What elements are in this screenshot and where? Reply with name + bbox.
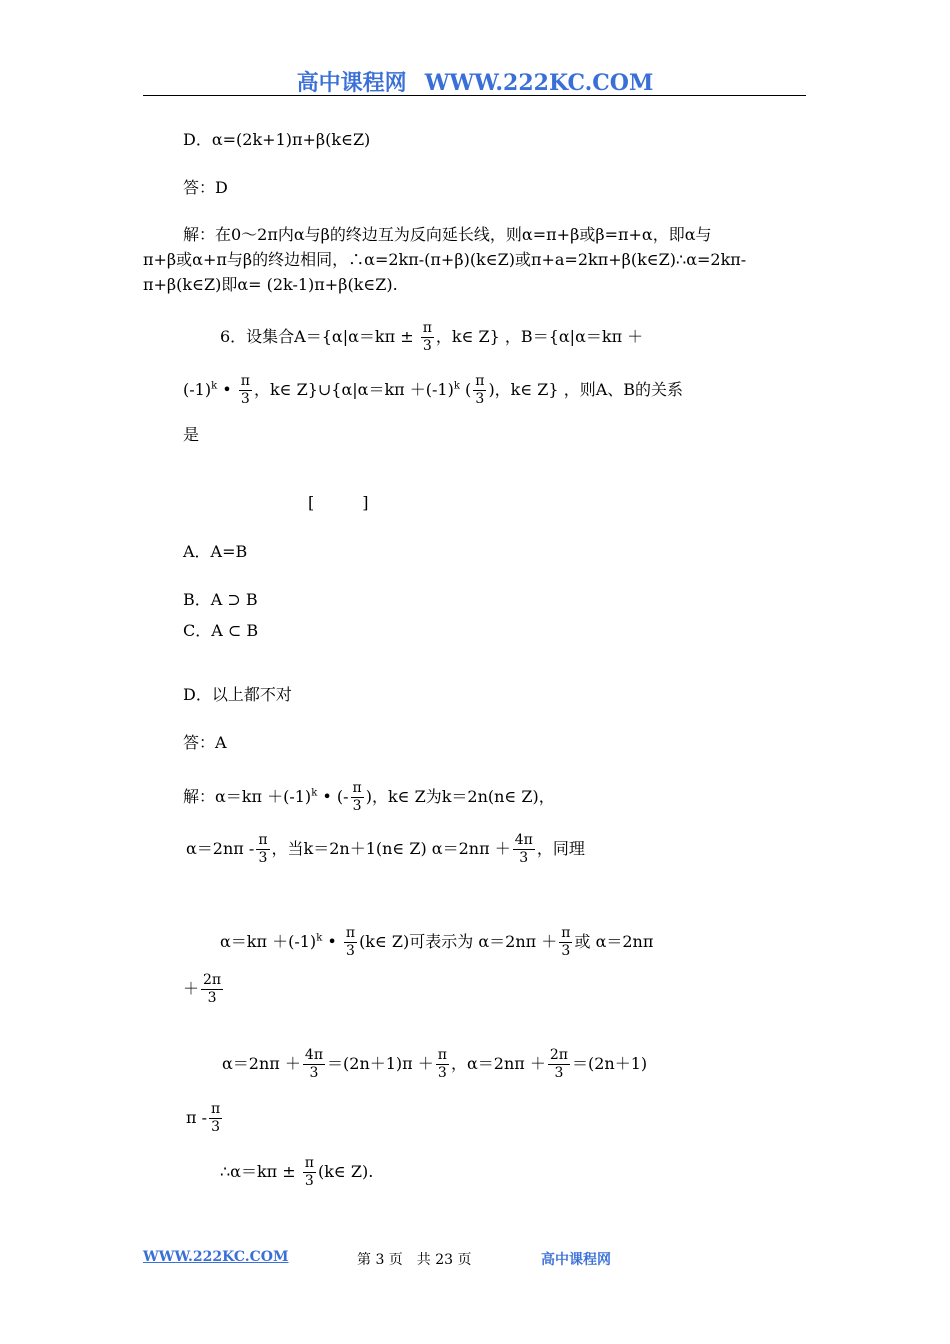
sol-line3: $\alpha=k\pi +(-1)^k$ • $\frac{\pi}{3}$ (k∈ Z)可表示为 α＝2nπ ＋ $\frac{\pi}{3}$ 或 α＝2nπ [220,925,654,959]
footer-url[interactable]: WWW.222KC.COM [143,1249,289,1265]
q6-option-d: D．以上都不对 [183,685,292,704]
fraction: $\frac{\pi}{3}$ [345,925,356,959]
fraction: $\frac{\pi}{3}$ [304,1155,314,1189]
q6-option-b: B．A ⊃ B [183,590,258,609]
fraction: $\frac{2\pi}{3}$ [549,1047,568,1081]
page-header [0,66,950,97]
header-rule [143,95,806,96]
q6-answer: 答：A [183,733,227,752]
header-site-name: 高中课程网 [296,70,407,96]
sol-line6: π - $\frac{\pi}{3}$ [186,1101,221,1135]
q6-option-c: C．A ⊂ B [183,621,259,640]
sol-line2: α＝2nπ - $\frac{\pi}{3}$ ，当k＝2n＋1(n∈ Z) α＝2nπ ＋ $\frac{4\pi}{3}$ ，同理 [186,832,585,866]
fraction: $\frac{\pi}{3}$ [258,832,268,866]
fraction: $\frac{\pi}{3}$ [437,1047,447,1081]
sol-line1: 解：$\alpha=k\pi +(-1)^k$ • (- $\frac{\pi}{3}$ )，k∈ Z为k＝2n(n∈ Z)， [183,780,555,814]
answer-bracket: [ ] [308,493,369,512]
sol-line5: α＝2nπ ＋ $\frac{4\pi}{3}$ ＝(2n＋1)π ＋ $\frac{\pi}{3}$ ，α＝2nπ ＋ $\frac{2\pi}{3}$ ＝(2n＋1) [222,1047,648,1081]
header-site-url[interactable]: WWW.222KC.COM [424,70,654,96]
q6-line1: 6．设集合A＝{α|α＝kπ ± $\frac{\pi}{3}$ ，k∈ Z} ，B＝{α|α＝kπ ＋ [220,320,644,354]
fraction: $\frac{\pi}{3}$ [561,925,571,959]
footer-site-name: 高中课程网 [541,1252,611,1268]
prev-option-d: D．α=(2k+1)π+β(k∈Z) [183,130,371,149]
q6-line2: $(-1)^k$ • $\frac{\pi}{3}$ ，k∈ Z}∪{α|α＝kπ $+(-1)^k$ ( $\frac{\pi}{3}$ )，k∈ Z} ，则A、B的关系 [183,373,684,407]
prev-answer: 答：D [183,178,228,197]
fraction: $\frac{\pi}{3}$ [475,373,485,407]
prev-solution-line3: π+β(k∈Z)即α= (2k-1)π+β(k∈Z). [143,275,398,294]
fraction: $\frac{\pi}{3}$ [352,780,362,814]
sol-line4: ＋ $\frac{2\pi}{3}$ [183,972,222,1006]
fraction: $\frac{\pi}{3}$ [422,320,432,354]
fraction: $\frac{\pi}{3}$ [211,1101,221,1135]
q6-line3: 是 [183,425,200,444]
fraction: $\frac{4\pi}{3}$ [514,832,533,866]
footer-page-number: 第 3 页 共 23 页 [357,1252,472,1268]
fraction: $\frac{\pi}{3}$ [240,373,250,407]
q6-option-a: A．A=B [183,542,248,561]
prev-solution-line2: π+β或α+π与β的终边相同，∴α=2kπ-(π+β)(k∈Z)或π+a=2kπ+β(k∈Z)∴α=2kπ- [143,250,747,269]
fraction: $\frac{2\pi}{3}$ [203,972,222,1006]
fraction: $\frac{4\pi}{3}$ [304,1047,324,1081]
prev-solution-line1: 解：在0～2π内α与β的终边互为反向延长线，则α=π+β或β=π+α，即α与 [183,225,712,244]
sol-line7: ∴α＝kπ ± $\frac{\pi}{3}$ (k∈ Z). [220,1155,374,1189]
